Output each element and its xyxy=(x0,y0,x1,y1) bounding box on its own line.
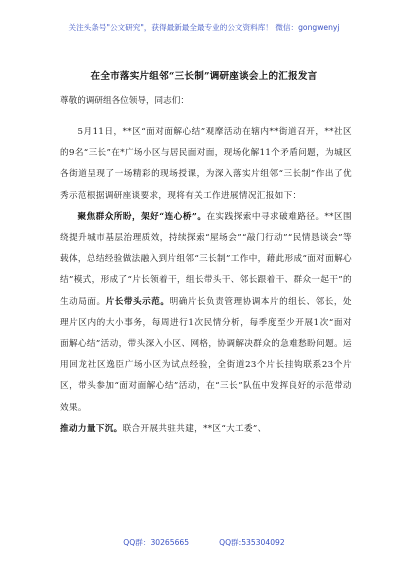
sub-heading: 片长带头示范。 xyxy=(105,296,170,307)
paragraph-text: 在实践探索中寻求破难路径。**区围绕提升城市基层治理质效，持续探索“屋场会”“敲门行动”“民情恳谈会”等载体，总结经验做法融入到片组邻“三长制”工作中，藉此形成“面对面解心结”模式，形成了“片长领着干，组长带头干、邻长跟着干、群众一起干”的生动局面。 xyxy=(60,211,352,307)
qq-group-2: QQ群:535304092 xyxy=(219,538,285,547)
qq-group-1: QQ群：30265665 xyxy=(123,538,190,547)
sub-heading: 推动力量下沉。 xyxy=(60,423,123,434)
salutation: 尊敬的调研组各位领导，同志们： xyxy=(60,96,189,106)
paragraph-text: 联合开展共驻共建，**区“大工委”、 xyxy=(122,423,267,434)
paragraph-connect-bridge xyxy=(60,207,352,419)
document-body xyxy=(60,122,352,440)
header-notice: 关注头条号"公文研究"，获得最新最全最专业的公文资料库！ 微信：gongwenyj xyxy=(68,23,340,32)
paragraph-intro: 5月11日，**区“面对面解心结”观摩活动在辖内**街道召开，**社区的9名“三长”在*广场小区与居民面对面，现场化解11个矛盾问题，为城区各街道呈现了一场精彩的现场授课，为深入落实片组邻“三长制”作出了优秀示范根据调研座谈要求，现将有关工作进展情况汇报如下： xyxy=(60,127,352,201)
footer-contact xyxy=(0,537,408,548)
section-heading: 聚焦群众所盼，架好“连心桥”。 xyxy=(77,211,207,222)
paragraph-text: 明确片长负责管理协调本片的组长、邻长，处理片区内的大小事务，每周进行1次民情分析，每季度至少开展1次“面对面解心结”活动，带头深入小区、网格，协调解决群众的急难愁盼问题。运用回龙社区逸臣广场小区为试点经验，全街道23个片长挂钩联系23个片区，带头参加“面对面解心结”活动，在“三长”队伍中发挥良好的示范带动效果。 xyxy=(60,296,352,413)
document-title: 在全市落实片组邻“三长制”调研座谈会上的汇报发言 xyxy=(90,71,318,82)
paragraph-force xyxy=(60,419,352,440)
